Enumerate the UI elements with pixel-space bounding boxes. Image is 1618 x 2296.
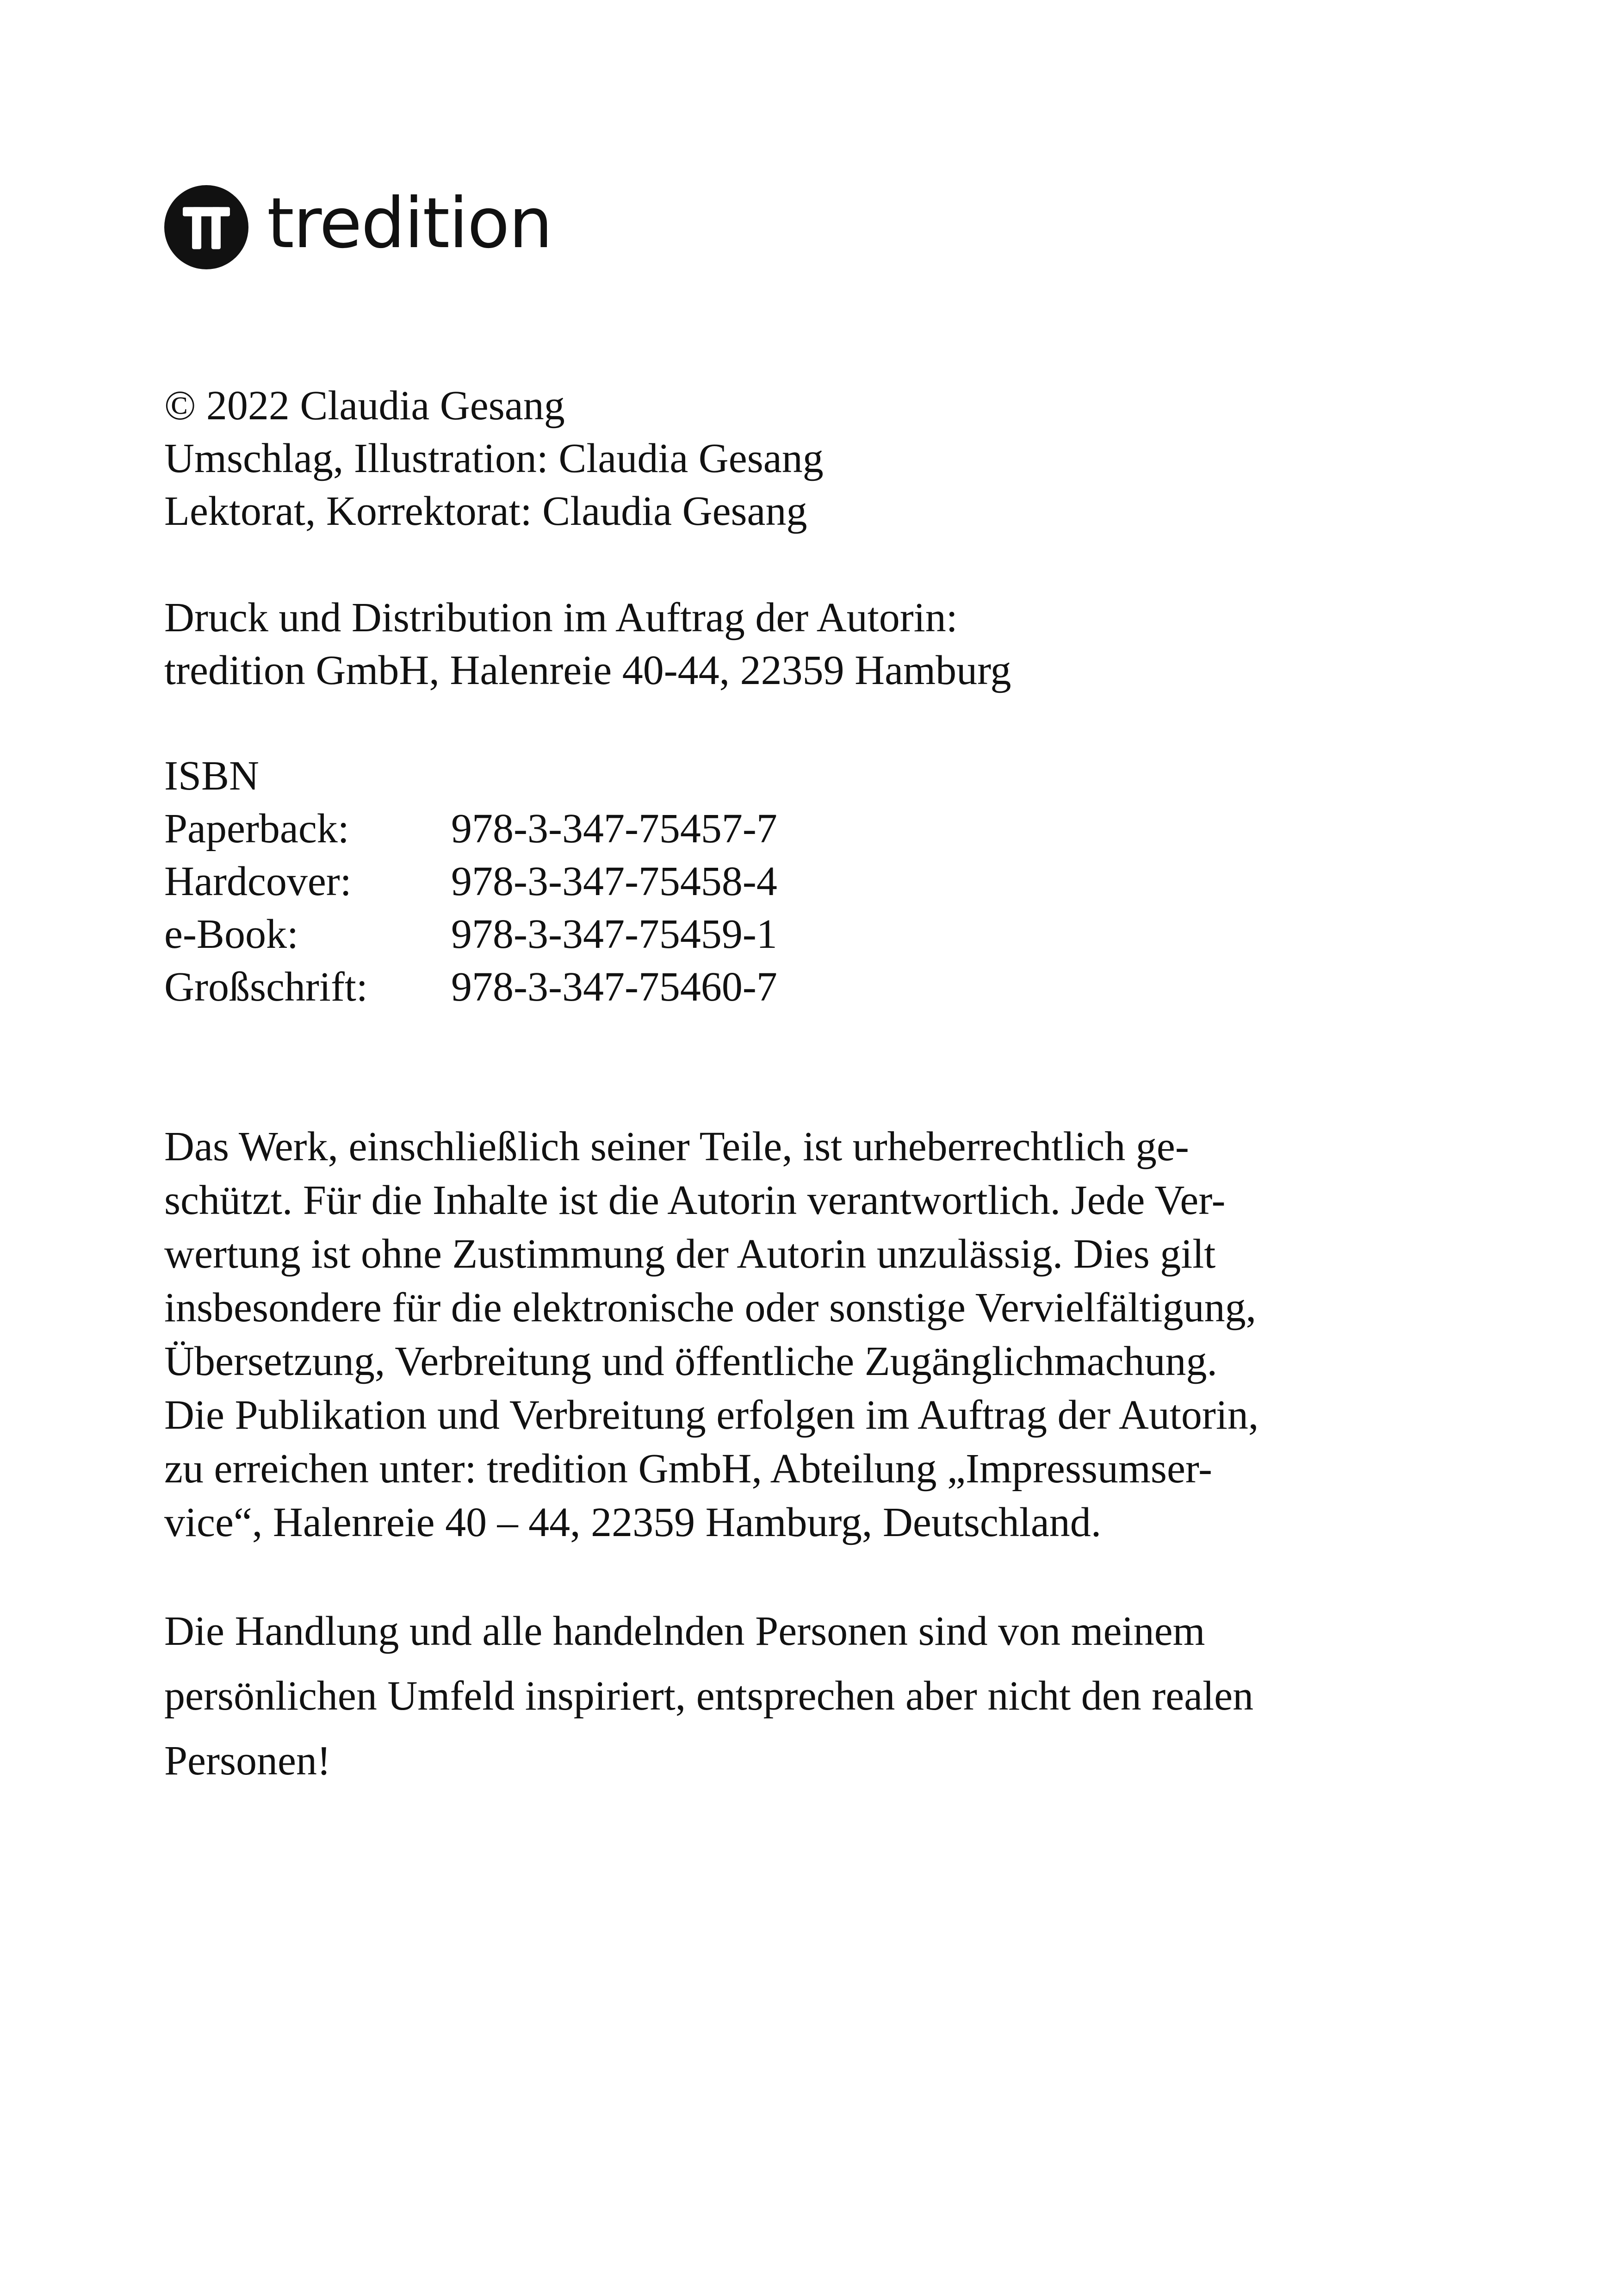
legal-line: zu erreichen unter: tredition GmbH, Abteilung „Impressumser- (164, 1446, 1213, 1492)
fiction-disclaimer (164, 1599, 1253, 1793)
legal-line: Das Werk, einschließlich seiner Teile, ist urheberrechtlich ge- (164, 1124, 1189, 1170)
legal-line: Die Publikation und Verbreitung erfolgen im Auftrag der Autorin, (164, 1392, 1259, 1438)
print-line-2: tredition GmbH, Halenreie 40-44, 22359 Hamburg (164, 647, 1011, 693)
isbn-value: 978-3-347-75459-1 (451, 911, 777, 957)
isbn-row-large-print (164, 961, 777, 1014)
cover-credit-line: Umschlag, Illustration: Claudia Gesang (164, 436, 824, 481)
legal-line: wertung ist ohne Zustimmung der Autorin unzulässig. Dies gilt (164, 1231, 1216, 1277)
isbn-row-ebook (164, 908, 777, 961)
print-distribution-block (164, 591, 1011, 697)
legal-line: vice“, Halenreie 40 – 44, 22359 Hamburg, Deutschland. (164, 1500, 1102, 1545)
isbn-heading: ISBN (164, 753, 260, 799)
legal-line: schützt. Für die Inhalte ist die Autorin verantwortlich. Jede Ver- (164, 1177, 1226, 1223)
isbn-value: 978-3-347-75457-7 (451, 806, 777, 852)
isbn-value: 978-3-347-75458-4 (451, 859, 777, 904)
isbn-label: e-Book: (164, 911, 298, 957)
credits-block (164, 380, 824, 538)
isbn-value: 978-3-347-75460-7 (451, 964, 777, 1010)
copyright-line: © 2022 Claudia Gesang (164, 383, 565, 429)
legal-line: insbesondere für die elektronische oder sonstige Vervielfältigung, (164, 1285, 1257, 1331)
tredition-logo-icon (164, 185, 248, 269)
isbn-label: Paperback: (164, 806, 349, 852)
isbn-row-paperback (164, 803, 777, 855)
publisher-logo (164, 185, 552, 269)
disclaimer-line: Personen! (164, 1738, 331, 1784)
legal-line: Übersetzung, Verbreitung und öffentliche Zugänglichmachung. (164, 1338, 1218, 1384)
disclaimer-line: persönlichen Umfeld inspiriert, entsprechen aber nicht den realen (164, 1673, 1254, 1719)
isbn-label: Hardcover: (164, 859, 352, 904)
publisher-name: tredition (267, 183, 552, 264)
isbn-row-hardcover (164, 855, 777, 908)
editing-credit-line: Lektorat, Korrektorat: Claudia Gesang (164, 488, 807, 534)
print-line-1: Druck und Distribution im Auftrag der Autorin: (164, 595, 958, 641)
isbn-label: Großschrift: (164, 964, 368, 1010)
legal-notice (164, 1120, 1451, 1549)
disclaimer-line: Die Handlung und alle handelnden Personen sind von meinem (164, 1608, 1205, 1654)
isbn-block (164, 750, 777, 1014)
